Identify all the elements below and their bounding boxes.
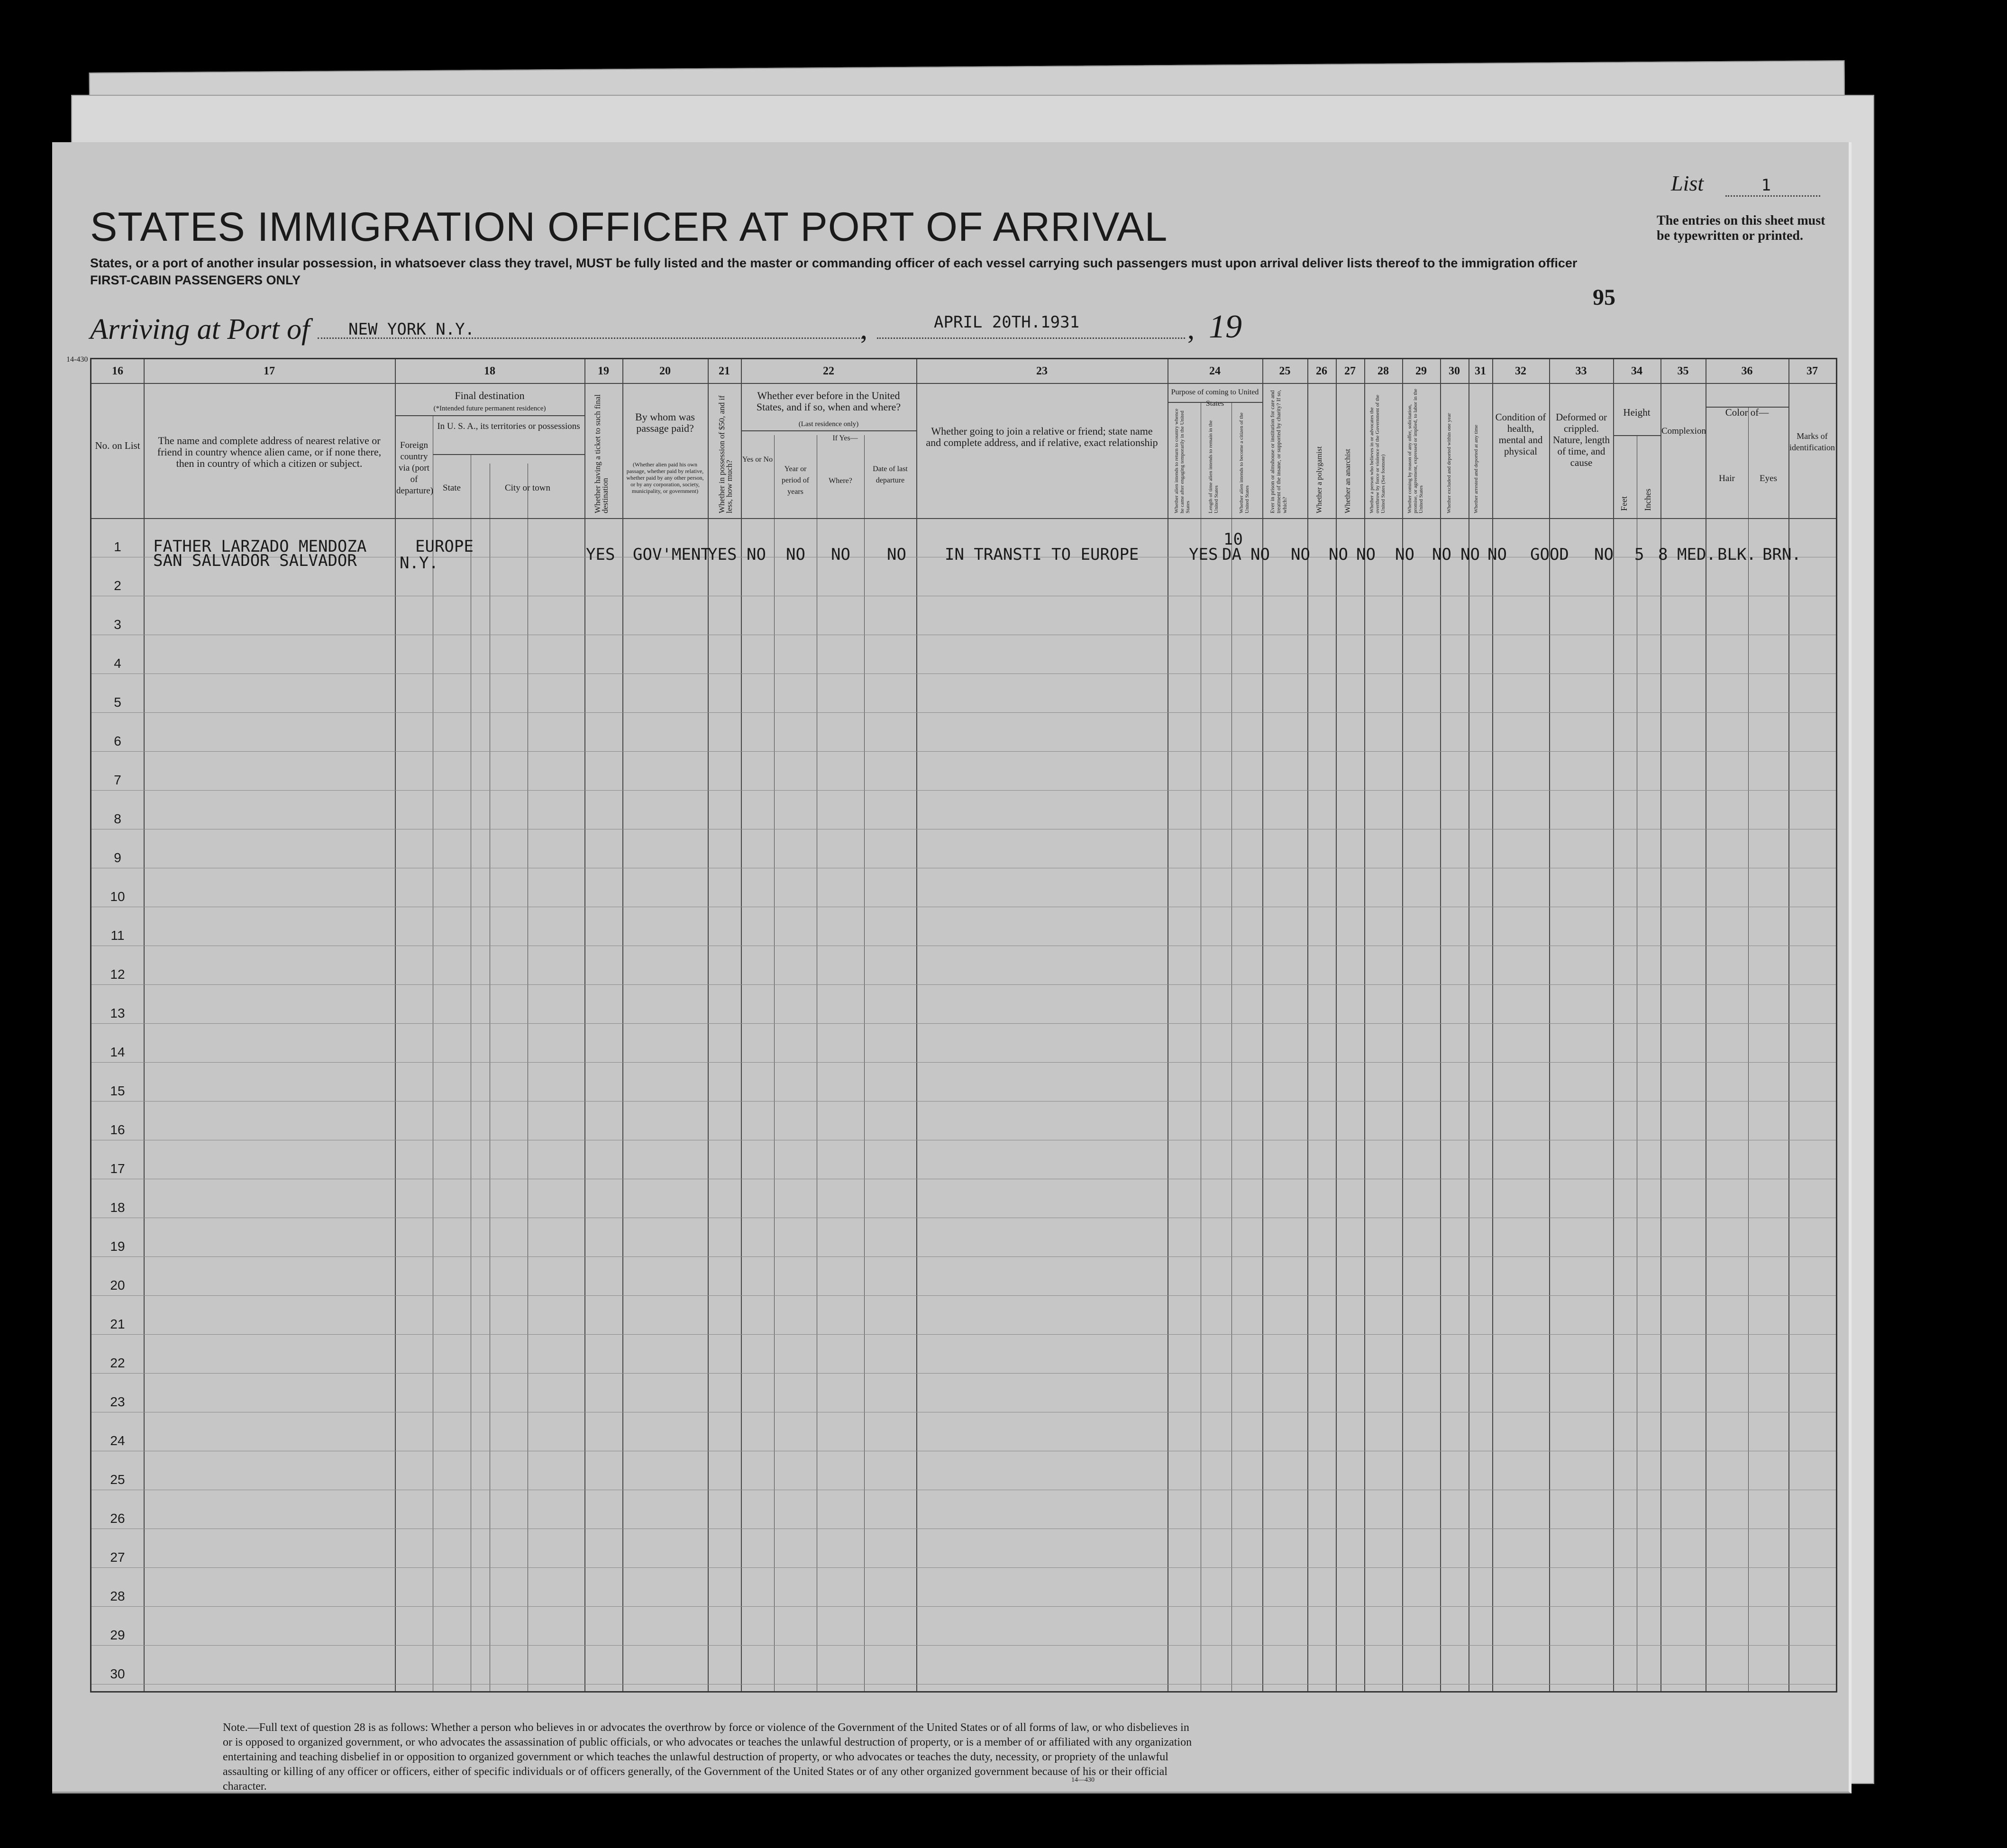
header-yes-no: Yes or No <box>742 455 773 464</box>
row-number: 27 <box>110 1550 125 1565</box>
col-num-26: 26 <box>1316 365 1327 377</box>
header-intends-return: Whether alien intends to return to country whence he came after engaging temporarily in the United States <box>1174 409 1191 513</box>
header-length-stay: Length of time alien intends to remain in the United States <box>1208 420 1219 513</box>
header-color-of: Color of— <box>1725 407 1769 418</box>
comma: , <box>860 313 867 345</box>
row-number: 5 <box>114 695 121 710</box>
entry-year: NO <box>786 545 805 564</box>
row-number: 10 <box>110 889 125 904</box>
header-state: State <box>443 483 461 493</box>
header-become-citizen: Whether alien intends to become a citizen of the United States <box>1239 412 1250 513</box>
row-number: 20 <box>110 1278 125 1293</box>
entry-excluded: NO <box>1460 545 1480 564</box>
port-dotted-line <box>318 337 863 339</box>
entry-overthrow: NO <box>1395 545 1414 564</box>
table-row-line <box>91 1062 1836 1063</box>
form-number: 14-430 <box>66 355 88 364</box>
entry-deformed: NO <box>1594 545 1614 564</box>
row-number: 1 <box>114 539 121 554</box>
row-number: 9 <box>114 850 121 865</box>
entry-ticket: YES <box>586 545 615 564</box>
instruction-text: States, or a port of another insular possession, in whatsoever class they travel, MUST be fully listed and the master or commanding officer of each vessel carrying such passengers must upon arrival deliver lists thereof to the immigration officer <box>90 256 1578 270</box>
manifest-table <box>90 358 1837 1693</box>
table-row-line <box>91 1645 1836 1646</box>
date-dotted-line <box>877 337 1185 339</box>
table-row-line <box>91 1567 1836 1568</box>
entry-length-stay: DA <box>1222 545 1241 564</box>
entry-prison: NO <box>1291 545 1310 564</box>
row-number: 11 <box>110 928 125 943</box>
header-foreign-country: Foreign country via (port of departure) <box>396 440 434 496</box>
col-num-22: 22 <box>823 365 834 377</box>
header-before-in-us: Whether ever before in the United States, and if so, when and where? <box>756 390 901 413</box>
entry-length-stay-top: 10 <box>1223 530 1243 549</box>
header-inches: Inches <box>1643 489 1652 511</box>
entry-labor-offer: NO <box>1432 545 1451 564</box>
col-num-23: 23 <box>1036 365 1048 377</box>
table-row-line <box>91 1256 1836 1257</box>
entry-fifty-dollars: YES <box>708 545 737 564</box>
col-num-36: 36 <box>1741 365 1753 377</box>
list-dotted-line <box>1725 195 1820 197</box>
col-num-30: 30 <box>1449 365 1460 377</box>
header-feet: Feet <box>1619 496 1629 511</box>
col-num-33: 33 <box>1575 365 1587 377</box>
row-number: 16 <box>110 1122 125 1137</box>
footnote-code: 14—430 <box>1071 1776 1095 1784</box>
entry-anarchist: NO <box>1356 545 1376 564</box>
subtitle: FIRST-CABIN PASSENGERS ONLY <box>90 273 301 287</box>
year-prefix: 19 <box>1209 309 1242 345</box>
header-purpose: Purpose of coming to United States <box>1171 388 1259 408</box>
table-row-line <box>91 1334 1836 1335</box>
row-number: 6 <box>114 734 121 748</box>
comma: , <box>1187 313 1195 345</box>
header-relative-address: The name and complete address of nearest relative or friend in country whence alien came, or if none there, then in country of which a citizen or subject. <box>157 435 382 469</box>
table-row-line <box>91 1023 1836 1024</box>
row-number: 23 <box>110 1394 125 1409</box>
col-num-27: 27 <box>1344 365 1356 377</box>
entry-where: NO <box>831 545 850 564</box>
row-number: 17 <box>110 1161 125 1176</box>
header-deformed: Deformed or crippled. Nature, length of time, and cause <box>1552 411 1610 468</box>
entry-date-departure: NO <box>887 545 906 564</box>
entry-polygamist: NO <box>1329 545 1348 564</box>
header-no-on-list: No. on List <box>95 440 140 451</box>
header-date-departure: Date of last departure <box>873 465 908 484</box>
col-num-16: 16 <box>112 365 123 377</box>
list-label-text: List <box>1671 171 1704 195</box>
header-prison: Ever in prison or almshouse or institution for care and treatment of the insane, or supported by charity? If so, which? <box>1269 390 1288 513</box>
row-number: 22 <box>110 1356 125 1370</box>
entry-passage-paid: GOV'MENT <box>633 545 711 564</box>
col-num-28: 28 <box>1378 365 1389 377</box>
col-num-18: 18 <box>484 365 495 377</box>
list-number: 1 <box>1761 176 1771 195</box>
entry-complexion: MED. <box>1677 545 1716 564</box>
header-in-usa: In U. S. A., its territories or possessions <box>437 421 580 431</box>
table-row-line <box>91 1606 1836 1607</box>
header-before-in-us-sub: (Last residence only) <box>798 420 859 428</box>
header-marks: Marks of identification <box>1789 431 1835 452</box>
table-row-line <box>91 1295 1836 1296</box>
entry-become-citizen: NO <box>1250 545 1270 564</box>
row-number: 18 <box>110 1200 125 1215</box>
row-number: 3 <box>114 617 121 632</box>
entry-relative-line2: SAN SALVADOR SALVADOR <box>153 551 357 570</box>
col-num-20: 20 <box>659 365 671 377</box>
header-year: Year or period of years <box>781 465 810 496</box>
header-fifty-dollars: Whether in possession of $50, and if less, how much? <box>717 395 734 513</box>
col-num-34: 34 <box>1631 365 1642 377</box>
page-number: 95 <box>1593 285 1615 310</box>
entry-join-relative: IN TRANSTI TO EUROPE <box>945 545 1139 564</box>
table-row-line <box>91 712 1836 713</box>
col-num-21: 21 <box>719 365 730 377</box>
arriving-label: Arriving at Port of <box>90 313 310 346</box>
entry-hair: BLK. <box>1717 545 1756 564</box>
header-final-destination-sub: (*Intended future permanent residence) <box>433 405 546 412</box>
row-number: 25 <box>110 1472 125 1487</box>
header-complexion: Complexion <box>1661 426 1706 436</box>
table-row-line <box>91 790 1836 791</box>
header-passage-paid: By whom was passage paid? <box>635 411 695 434</box>
row-number: 14 <box>110 1045 125 1059</box>
col-num-24: 24 <box>1209 365 1221 377</box>
row-number: 29 <box>110 1628 125 1642</box>
header-city: City or town <box>504 483 551 493</box>
col-num-19: 19 <box>598 365 609 377</box>
header-eyes: Eyes <box>1760 473 1777 483</box>
header-hair: Hair <box>1719 473 1735 483</box>
col-num-32: 32 <box>1515 365 1526 377</box>
entry-intends-return: YES <box>1189 545 1218 564</box>
col-num-35: 35 <box>1677 365 1689 377</box>
header-ticket: Whether having a ticket to such final destination <box>593 394 610 513</box>
col-num-31: 31 <box>1475 365 1486 377</box>
header-excluded: Whether excluded and deported within one year <box>1446 413 1452 513</box>
entry-eyes: BRN. <box>1762 545 1801 564</box>
col-num-17: 17 <box>264 365 275 377</box>
header-deported: Whether arrested and deported at any time <box>1473 425 1479 513</box>
header-where: Where? <box>829 477 852 485</box>
row-number: 26 <box>110 1511 125 1526</box>
footnote: Note.—Full text of question 28 is as follows: Whether a person who believes in or advocates the overthrow by force or violence of the Government of the United States or of all forms of law, or who disbelieves in or is opposed to organized government, or who advocates the assassination of public officials, or who advocates or teaches the unlawful destruction of property, or is a member of or affiliated with any organization entertaining and teaching disbelief in or opposition to organized government or which teaches the unlawful destruction of property, or who advocates or teaches the duty, necessity, or propriety of the unlawful assaulting or killing of any officer or officers, either of specific individuals or of officers generally, of the Government of the United States or of any other organized government because of his or their official character. <box>223 1721 1192 1793</box>
entry-health: GOOD <box>1530 545 1569 564</box>
row-number: 28 <box>110 1589 125 1603</box>
manifest-sheet <box>52 142 1852 1793</box>
header-anarchist: Whether an anarchist <box>1344 449 1352 513</box>
entry-inches: 8 <box>1658 545 1668 564</box>
entries-note: The entries on this sheet must be typewritten or printed. <box>1657 213 1825 243</box>
table-row-line <box>91 751 1836 752</box>
header-polygamist: Whether a polygamist <box>1315 446 1323 513</box>
row-number: 24 <box>110 1433 125 1448</box>
table-row-line <box>91 984 1836 985</box>
entry-deported: NO <box>1487 545 1507 564</box>
header-join-relative: Whether going to join a relative or friend; state name and complete address, and if relative, exact relationship <box>926 425 1158 448</box>
entry-relative-line1: FATHER LARZADO MENDOZA <box>153 537 367 556</box>
row-number: 12 <box>110 967 125 982</box>
col-num-29: 29 <box>1415 365 1427 377</box>
row-number: 30 <box>110 1666 125 1681</box>
row-number: 21 <box>110 1317 125 1331</box>
date-value: APRIL 20TH.1931 <box>934 313 1080 332</box>
header-if-yes: If Yes— <box>832 434 858 442</box>
entry-feet: 5 <box>1634 545 1644 564</box>
page-title: STATES IMMIGRATION OFFICER AT PORT OF ARRIVAL <box>90 204 1168 250</box>
header-final-destination: Final destination <box>455 390 525 401</box>
row-number: 2 <box>114 578 121 593</box>
row-number: 4 <box>114 656 121 671</box>
row-number: 8 <box>114 811 121 826</box>
row-number: 7 <box>114 773 121 787</box>
col-num-37: 37 <box>1806 365 1818 377</box>
entry-foreign-country: EUROPE <box>415 537 474 556</box>
row-number: 13 <box>110 1006 125 1020</box>
entry-state: N.Y. <box>400 554 438 573</box>
port-value: NEW YORK N.Y. <box>348 320 475 339</box>
entry-before-us: NO <box>747 545 766 564</box>
table-row-line <box>91 1101 1836 1102</box>
header-labor-offer: Whether coming by reason of any offer, solicitation, promise, or agreement, expressed or implied, to labor in the United States <box>1407 389 1424 513</box>
row-number: 19 <box>110 1239 125 1254</box>
header-passage-paid-sub: (Whether alien paid his own passage, whether paid by relative, whether paid by any other person, or by any corporation, society, municipality, or government) <box>626 461 704 494</box>
header-overthrow: Whether a person who believes in or advocates the overthrow by force or violence of the Government of the United States (See footnote) <box>1369 394 1386 513</box>
header-height: Height <box>1623 407 1651 418</box>
header-health: Condition of health, mental and physical <box>1495 411 1546 457</box>
col-num-25: 25 <box>1279 365 1291 377</box>
table-row-line <box>91 1373 1836 1374</box>
list-label <box>1671 171 1771 196</box>
row-number: 15 <box>110 1083 125 1098</box>
